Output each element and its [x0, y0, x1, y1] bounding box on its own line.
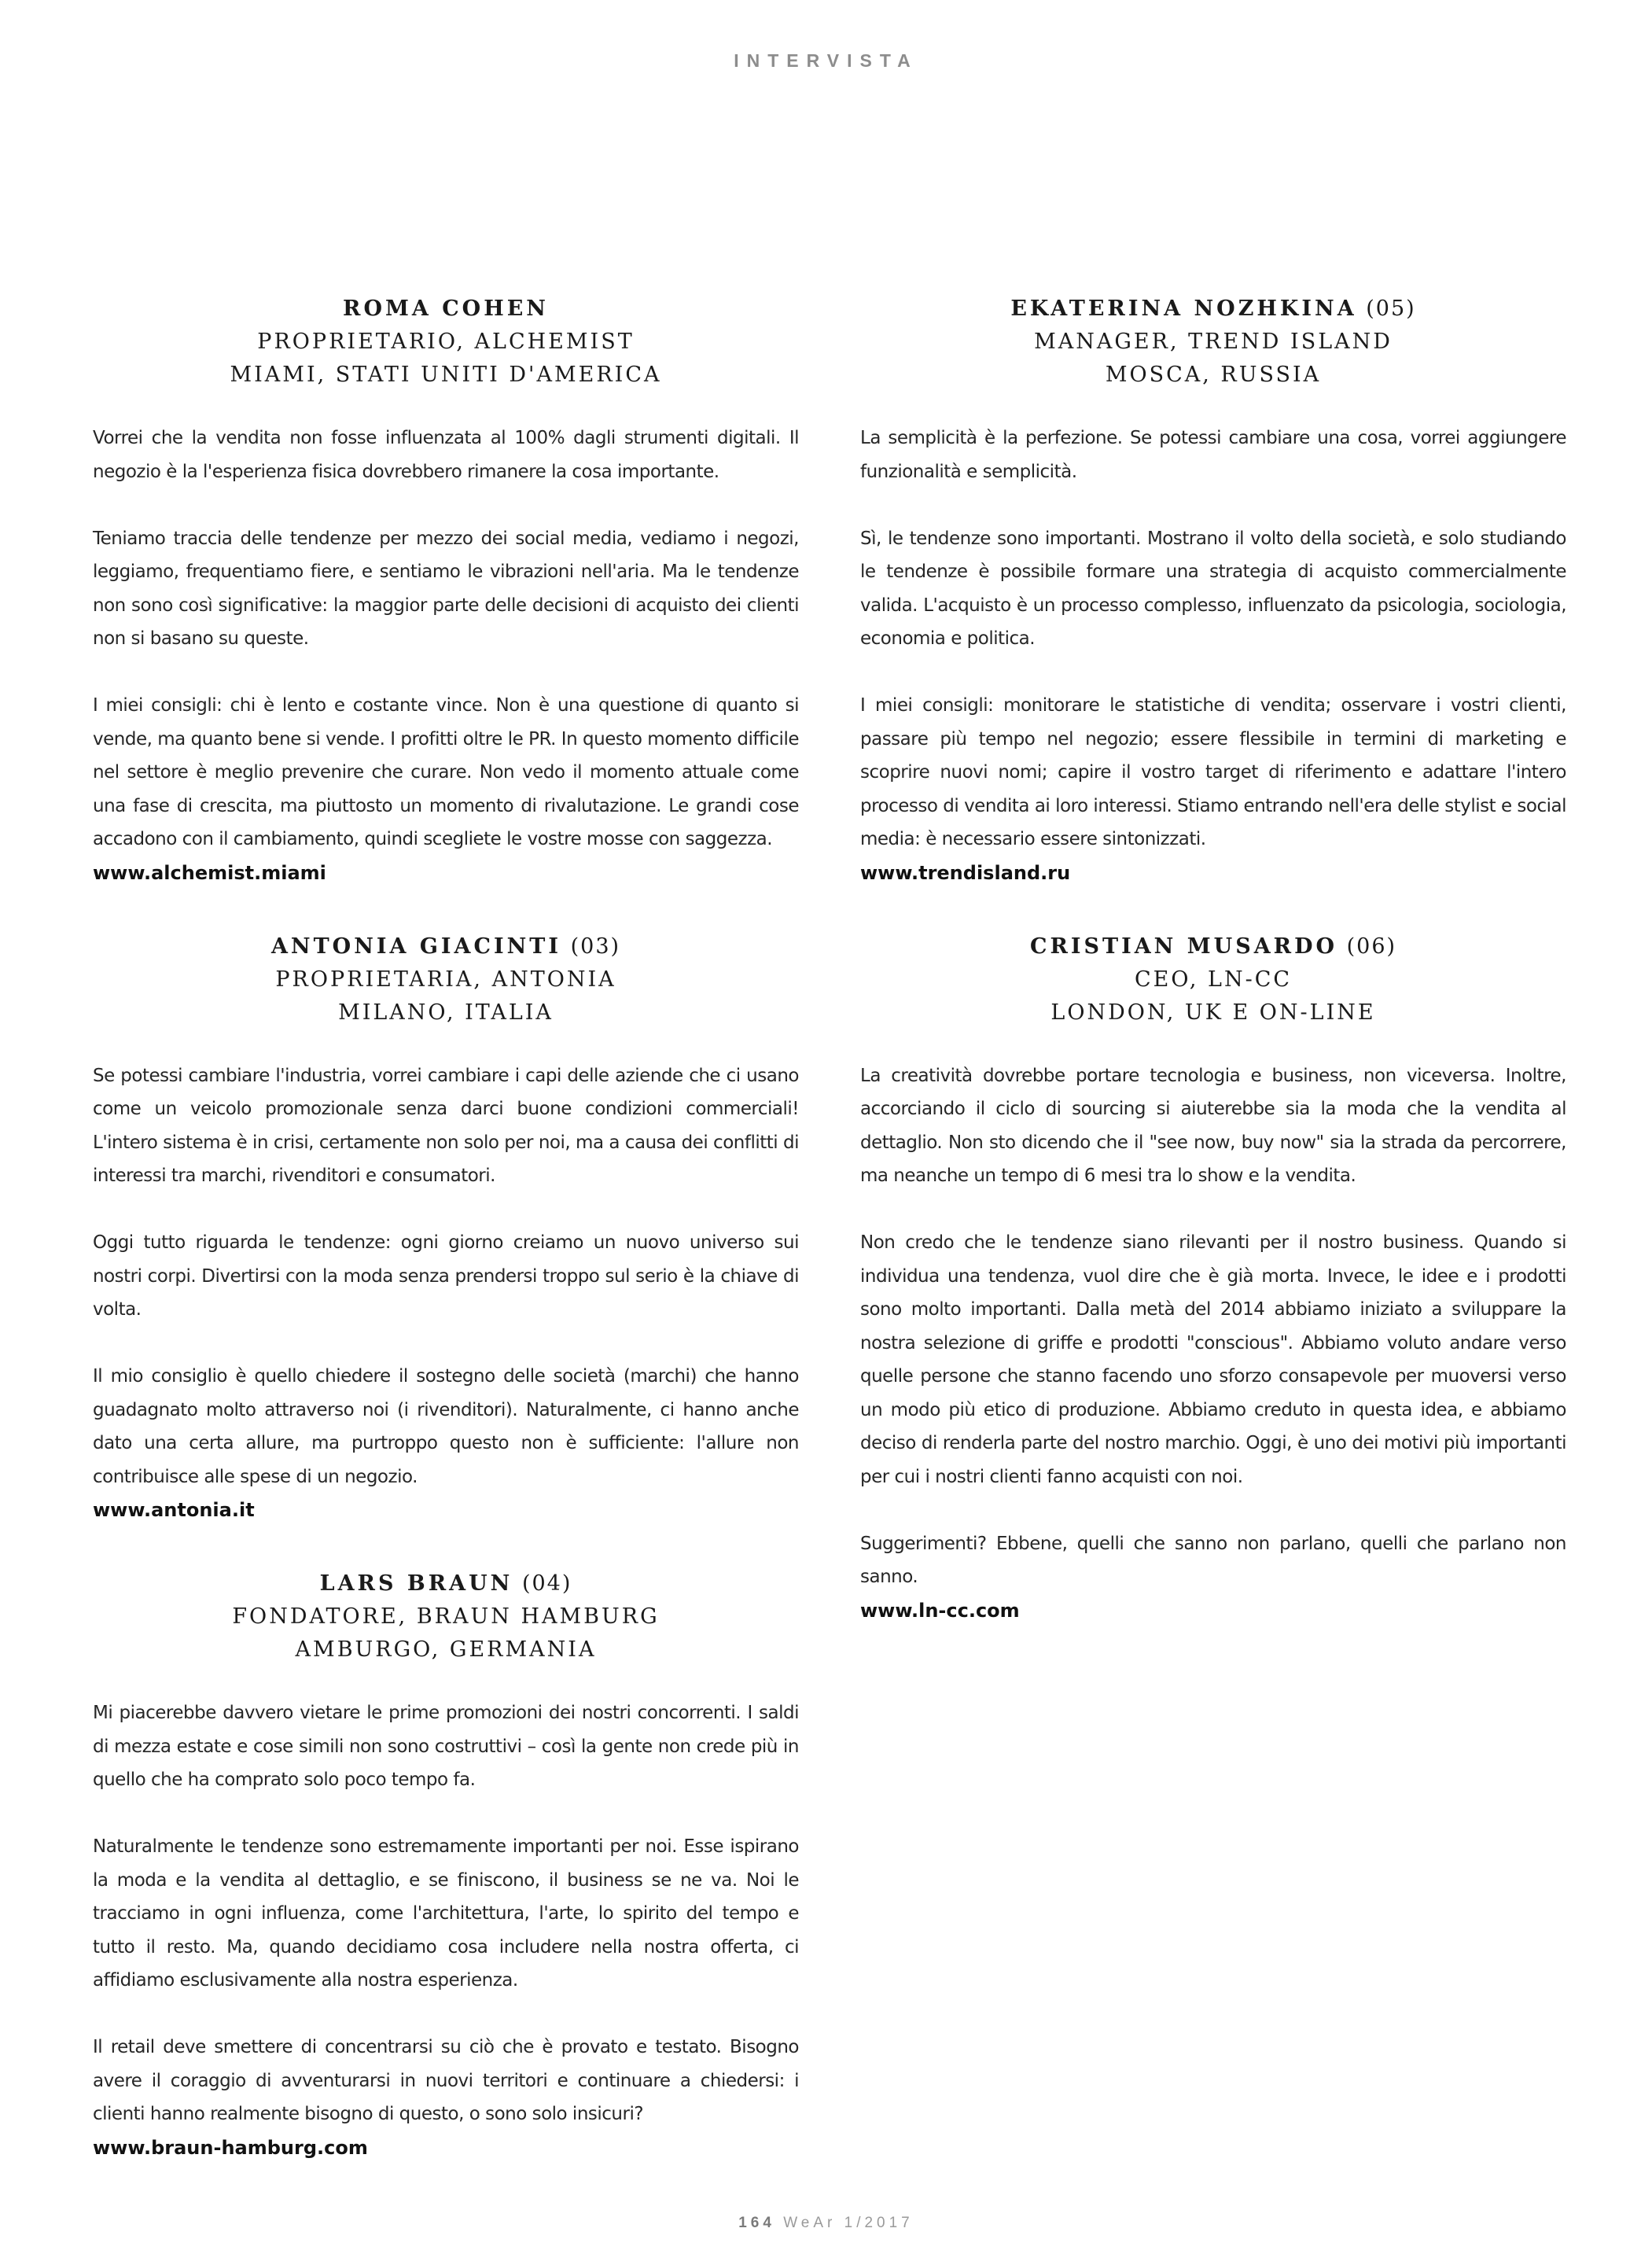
interviewee-number: (06): [1346, 934, 1397, 959]
answer-paragraph: Vorrei che la vendita non fosse influenzata al 100% dagli strumenti digitali. Il negozio è la l'esperienza fisica dovrebbero rimanere la cosa importante.: [93, 428, 799, 482]
section-header: INTERVISTA: [734, 50, 918, 71]
answer-text: [860, 1059, 1566, 1594]
interviewee-name: EKATERINA NOZHKINA: [1010, 296, 1357, 321]
interviewee-role: CEO, LN-CC: [1134, 967, 1293, 992]
answer-paragraph: Suggerimenti? Ebbene, quelli che sanno non parlano, quelli che parlano non sanno.: [860, 1533, 1566, 1587]
interviewee-heading: [93, 1567, 799, 1600]
interviewee-number: (04): [521, 1571, 572, 1596]
interview-roma-cohen: [93, 293, 799, 889]
answer-text: [93, 422, 799, 856]
interviewee-role: PROPRIETARIO, ALCHEMIST: [257, 330, 635, 354]
answer-paragraph: Mi piacerebbe davvero vietare le prime promozioni dei nostri concorrenti. I saldi di mezza estate e cose simili non sono costruttivi – così la gente non crede più in quello che ha comprato solo poco tempo fa.: [93, 1703, 799, 1790]
interview-antonia-giacinti: [93, 930, 799, 1527]
interviewee-heading: [860, 930, 1566, 963]
answer-text: [93, 1696, 799, 2131]
answer-paragraph: Il retail deve smettere di concentrarsi su ciò che è provato e testato. Bisogno avere il coraggio di avventurarsi in nuovi territori e continuare a chiedersi: i clienti hanno realmente bisogno di questo, o sono solo insicuri?: [93, 2037, 799, 2124]
interview-ekaterina-nozhkina: [860, 293, 1566, 889]
interviewee-location: MIAMI, STATI UNITI D'AMERICA: [230, 363, 662, 387]
interviewee-number: (03): [570, 934, 621, 959]
answer-paragraph: Oggi tutto riguarda le tendenze: ogni giorno creiamo un nuovo universo sui nostri corpi. Divertirsi con la moda senza prendersi troppo sul serio è la chiave di volta.: [93, 1232, 799, 1320]
interviewee-name: LARS BRAUN: [319, 1571, 513, 1596]
interviewee-location: AMBURGO, GERMANIA: [295, 1637, 597, 1662]
answer-paragraph: I miei consigli: chi è lento e costante vince. Non è una questione di quanto si vende, ma quanto bene si vende. I profitti oltre le PR. In questo momento difficile nel settore è meglio prevenire che curare. Non vedo il momento attuale come una fase di crescita, ma piuttosto un momento di rivalutazione. Le grandi cose accadono con il cambiamento, quindi scegliete le vostre mosse con saggezza.: [93, 695, 799, 849]
answer-paragraph: Naturalmente le tendenze sono estremamente importanti per noi. Esse ispirano la moda e la vendita al dettaglio, e se finiscono, il business se ne va. Noi le tracciamo in ogni influenza, come l'architettura, l'arte, lo spirito del tempo e tutto il resto. Ma, quando decidiamo cosa includere nella nostra offerta, ci affidiamo esclusivamente alla nostra esperienza.: [93, 1836, 799, 1991]
answer-paragraph: Se potessi cambiare l'industria, vorrei cambiare i capi delle aziende che ci usano come un veicolo promozionale senza darci buone condizioni commerciali! L'intero sistema è in crisi, certamente non solo per noi, ma a causa dei conflitti di interessi tra marchi, rivenditori e consumatori.: [93, 1065, 799, 1186]
answer-text: [93, 1059, 799, 1494]
interviewee-heading: [93, 293, 799, 326]
answer-paragraph: Teniamo traccia delle tendenze per mezzo dei social media, vediamo i negozi, leggiamo, frequentiamo fiere, e sentiamo le vibrazioni nell'aria. Ma le tendenze non sono così significative: la maggior parte delle decisioni di acquisto dei clienti non si basano su queste.: [93, 528, 799, 649]
answer-paragraph: I miei consigli: monitorare le statistiche di vendita; osservare i vostri clienti, passare più tempo nel negozio; essere flessibile in termini di marketing e scoprire nuovi nomi; capire il vostro target di riferimento e adattare l'intero processo di vendita ai loro interessi. Stiamo entrando nell'era delle stylist e social media: è necessario essere sintonizzati.: [860, 695, 1566, 849]
website-link[interactable]: www.alchemist.miami: [93, 861, 326, 884]
interviewee-heading: [860, 293, 1566, 326]
page-number: 164: [738, 2215, 775, 2231]
interview-cristian-musardo: [860, 930, 1566, 1627]
magazine-issue: WeAr 1/2017: [783, 2215, 914, 2231]
website-link[interactable]: www.antonia.it: [93, 1499, 255, 1521]
interviewee-role: MANAGER, TREND ISLAND: [1034, 330, 1393, 354]
interviewee-name: ROMA COHEN: [343, 296, 549, 321]
answer-paragraph: Il mio consiglio è quello chiedere il sostegno delle società (marchi) che hanno guadagnato molto attraverso noi (i rivenditori). Naturalmente, ci hanno anche dato una certa allure, ma purtroppo questo non è sufficiente: l'allure non contribuisce alle spese di un negozio.: [93, 1366, 799, 1487]
left-column: [93, 293, 799, 2164]
interviewee-role: FONDATORE, BRAUN HAMBURG: [232, 1604, 660, 1629]
right-column: [860, 293, 1566, 1627]
answer-paragraph: La semplicità è la perfezione. Se potessi cambiare una cosa, vorrei aggiungere funzionalità e semplicità.: [860, 428, 1566, 482]
interview-lars-braun: [93, 1567, 799, 2164]
interviewee-name: ANTONIA GIACINTI: [270, 934, 562, 959]
interviewee-heading: [93, 930, 799, 963]
interviewee-role: PROPRIETARIA, ANTONIA: [275, 967, 616, 992]
answer-text: [860, 422, 1566, 856]
interviewee-number: (05): [1366, 296, 1416, 321]
interviewee-location: MILANO, ITALIA: [338, 1000, 554, 1025]
answer-paragraph: Sì, le tendenze sono importanti. Mostrano il volto della società, e solo studiando le tendenze è possibile formare una strategia di acquisto commercialmente valida. L'acquisto è un processo complesso, influenzato da psicologia, sociologia, economia e politica.: [860, 528, 1566, 649]
answer-paragraph: Non credo che le tendenze siano rilevanti per il nostro business. Quando si individua una tendenza, vuol dire che è già morta. Invece, le idee e i prodotti sono molto importanti. Dalla metà del 2014 abbiamo iniziato a sviluppare la nostra selezione di griffe e prodotti "conscious". Abbiamo voluto andare verso quelle persone che stanno facendo uno sforzo consapevole per muoversi verso un modo più etico di produzione. Abbiamo creduto in questa idea, e abbiamo deciso di renderla parte del nostro marchio. Oggi, è uno dei motivi più importanti per cui i nostri clienti fanno acquisti con noi.: [860, 1232, 1566, 1487]
interviewee-location: LONDON, UK E ON-LINE: [1050, 1000, 1376, 1025]
website-link[interactable]: www.ln-cc.com: [860, 1599, 1020, 1622]
interviewee-location: MOSCA, RUSSIA: [1105, 363, 1322, 387]
answer-paragraph: La creatività dovrebbe portare tecnologia e business, non viceversa. Inoltre, accorciando il ciclo di sourcing si aiuterebbe sia la moda che la vendita al dettaglio. Non sto dicendo che il "see now, buy now" sia la strada da percorrere, ma neanche un tempo di 6 mesi tra lo show e la vendita.: [860, 1065, 1566, 1186]
page-footer: [0, 2215, 1652, 2232]
website-link[interactable]: www.braun-hamburg.com: [93, 2136, 368, 2159]
interviewee-name: CRISTIAN MUSARDO: [1029, 934, 1338, 959]
website-link[interactable]: www.trendisland.ru: [860, 861, 1071, 884]
